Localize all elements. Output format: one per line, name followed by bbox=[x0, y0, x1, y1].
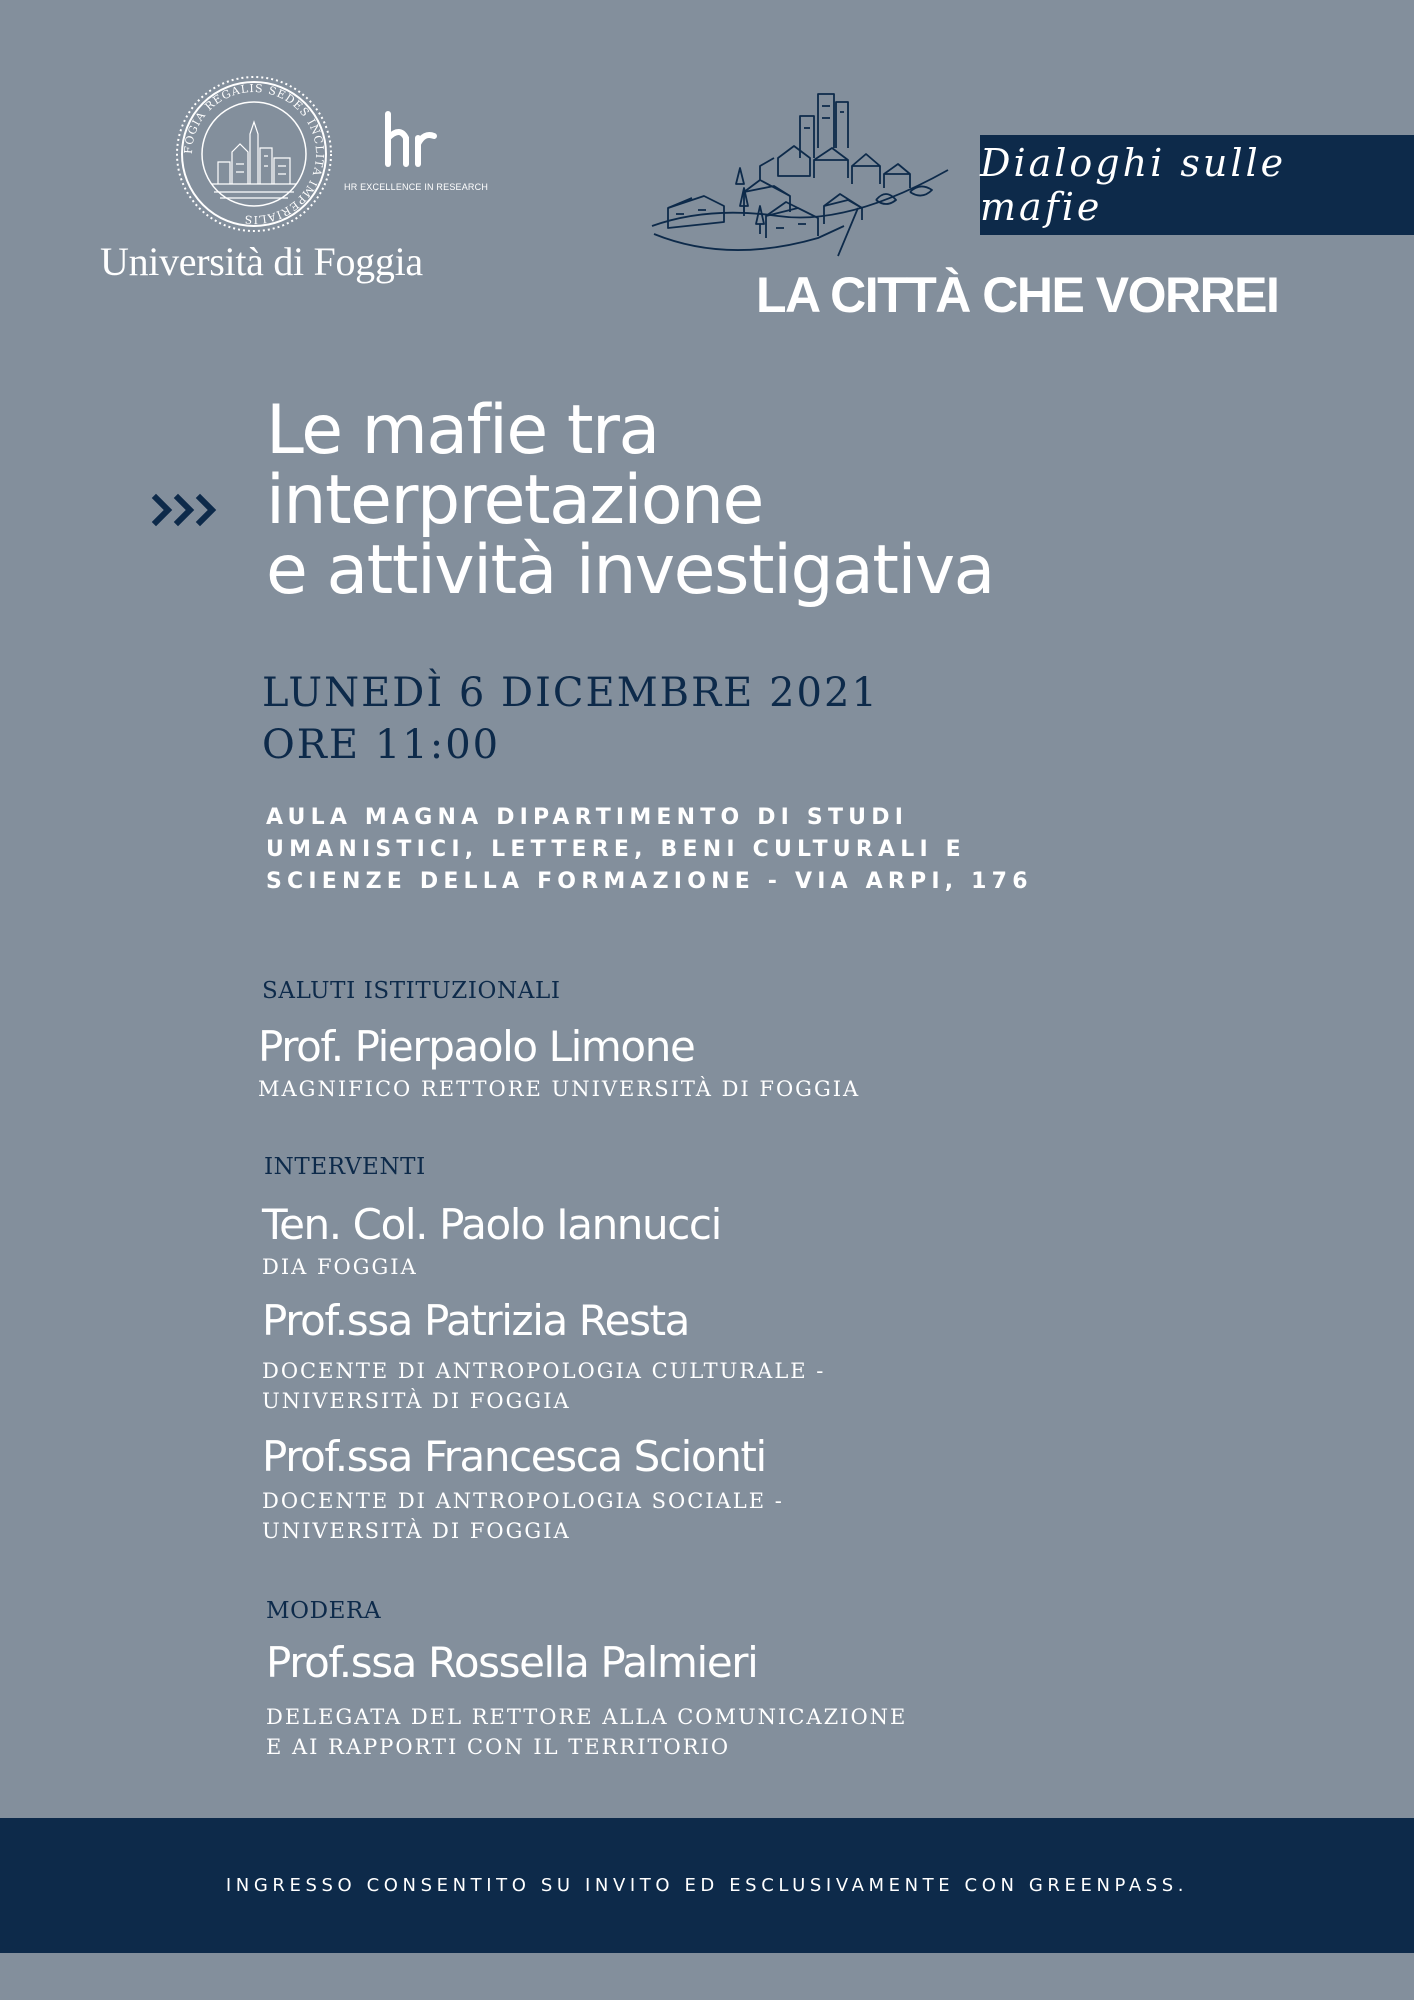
speaker-name: Prof.ssa Patrizia Resta bbox=[262, 1296, 689, 1345]
speaker-role bbox=[262, 1356, 825, 1416]
university-seal-icon bbox=[174, 74, 334, 234]
speaker-role-line: DELEGATA DEL RETTORE ALLA COMUNICAZIONE bbox=[266, 1705, 908, 1729]
speaker-name: Prof. Pierpaolo Limone bbox=[258, 1022, 695, 1071]
speaker-role-line: DOCENTE DI ANTROPOLOGIA SOCIALE - bbox=[262, 1489, 784, 1513]
speaker-role-line: UNIVERSITÀ DI FOGGIA bbox=[262, 1519, 571, 1543]
footer-note: INGRESSO CONSENTITO SU INVITO ED ESCLUSIVAMENTE CON GREENPASS. bbox=[225, 1875, 1189, 1896]
event-title bbox=[266, 391, 1316, 610]
speaker-role-line: DOCENTE DI ANTROPOLOGIA CULTURALE - bbox=[262, 1359, 826, 1383]
speaker-role bbox=[262, 1486, 784, 1546]
speaker-name: Prof.ssa Rossella Palmieri bbox=[266, 1638, 758, 1687]
speaker-name: Prof.ssa Francesca Scionti bbox=[262, 1432, 766, 1481]
venue-line: AULA MAGNA DIPARTIMENTO DI STUDI bbox=[266, 805, 909, 830]
section-label-greetings: SALUTI ISTITUZIONALI bbox=[262, 978, 561, 1004]
series-name: Dialoghi sulle mafie bbox=[980, 141, 1287, 229]
speaker-role-line: DIA FOGGIA bbox=[262, 1255, 418, 1279]
series-title: LA CITTÀ CHE VORREI bbox=[756, 267, 1279, 323]
seal-text: FOGIA REGALIS SEDES INCLITA IMPERIALIS bbox=[181, 81, 327, 227]
speaker-role-line: MAGNIFICO RETTORE UNIVERSITÀ DI FOGGIA bbox=[258, 1077, 861, 1101]
speaker-role bbox=[266, 1702, 907, 1762]
footer-bar bbox=[0, 1818, 1414, 1953]
speaker-name: Ten. Col. Paolo Iannucci bbox=[262, 1200, 721, 1249]
speaker-role bbox=[258, 1074, 860, 1104]
series-banner bbox=[980, 135, 1414, 235]
section-label-moderator: MODERA bbox=[266, 1598, 382, 1624]
section-label-talks: INTERVENTI bbox=[264, 1154, 426, 1180]
hr-logo-icon bbox=[380, 108, 440, 172]
university-name: Università di Foggia bbox=[100, 239, 423, 284]
venue-line: SCIENZE DELLA FORMAZIONE - VIA ARPI, 176 bbox=[266, 869, 1033, 894]
event-date: LUNEDÌ 6 DICEMBRE 2021 bbox=[262, 670, 879, 716]
event-title-line: e attività investigativa bbox=[266, 531, 994, 610]
hr-caption: HR EXCELLENCE IN RESEARCH bbox=[344, 182, 489, 192]
event-title-line: interpretazione bbox=[266, 461, 763, 540]
triple-chevron-icon bbox=[150, 490, 224, 530]
speaker-role-line: UNIVERSITÀ DI FOGGIA bbox=[262, 1389, 571, 1413]
speaker-role-line: E AI RAPPORTI CON IL TERRITORIO bbox=[266, 1735, 731, 1759]
event-time: ORE 11:00 bbox=[262, 722, 501, 768]
event-venue bbox=[266, 802, 1033, 898]
speaker-role bbox=[262, 1252, 418, 1282]
town-illustration-icon bbox=[648, 88, 953, 258]
venue-line: UMANISTICI, LETTERE, BENI CULTURALI E bbox=[266, 837, 966, 862]
event-title-line: Le mafie tra bbox=[266, 391, 659, 470]
